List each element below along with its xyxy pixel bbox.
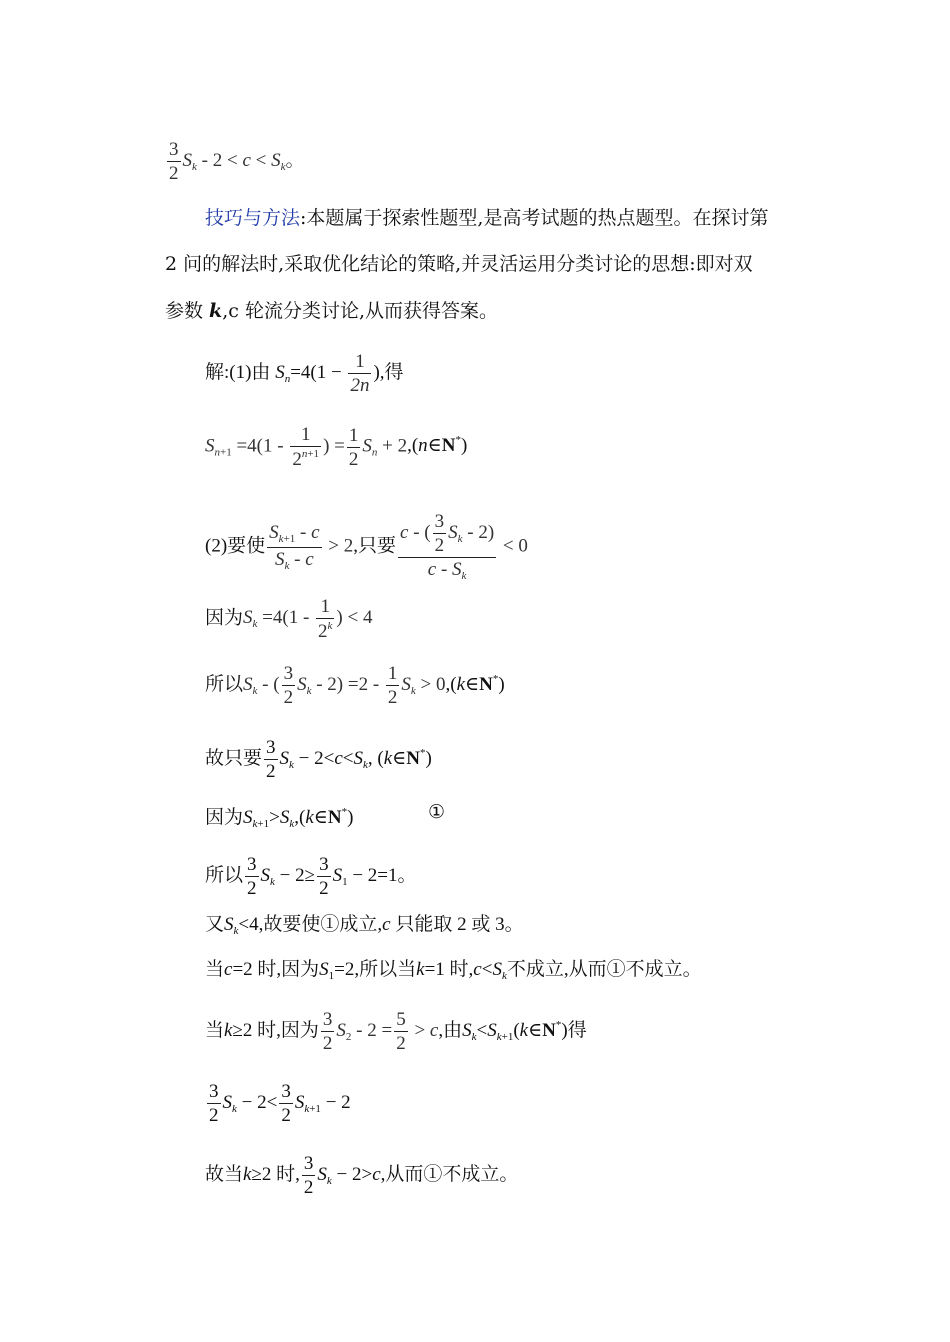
you-label: 又 xyxy=(205,914,225,935)
fraction-3-2: $\frac{3}{2}$ xyxy=(169,139,179,184)
monotonic-line: $\frac{3}{2}$ $S_k - 2<$ $\frac{3}{2}$ $S_{k+1} - 2$ xyxy=(209,1081,351,1126)
circle-number: ① xyxy=(428,801,446,823)
gu-label-1: 故只要 xyxy=(205,747,263,769)
so-line-2: 所以 $\frac{3}{2}$ $S_k - 2\ge$ $\frac{3}{2}$ $S_1 - 2=1$。 xyxy=(205,854,417,899)
dang2-c: ,由 xyxy=(438,1019,463,1041)
sentence-end: 。 xyxy=(285,149,305,171)
sol-de: ),得 xyxy=(373,361,404,383)
gu2-c: ,从而①不成立。 xyxy=(380,1163,519,1185)
dang1-c: =2,所以当 xyxy=(334,959,417,980)
recurrence-line: $S_{n+1} =4(1$ - $\frac{1}{2^{n+1}}$ ) = $\frac{1}{2}$ $S_n$ + 2,(n∈N*) xyxy=(205,424,468,470)
case-k2-line: 当k≥2 时,因为 $\frac{3}{2}$ $S_2 - 2$ = $\frac{5}{2}$ > c,由$S_k<S_{k+1}(k\in N^*)$得 xyxy=(205,1009,587,1054)
sol-label: 解:(1)由 xyxy=(205,361,276,383)
gu2-a: 故当 xyxy=(205,1163,244,1185)
tip-text-3b: k xyxy=(209,300,223,322)
circle-marker-1 xyxy=(428,800,445,824)
inequality-line-top: $\frac{3}{2}$ $S_k - 2 < c < S_k$。 xyxy=(169,139,305,184)
solution-part1: 解:(1)由 $S_n=4(1$ − $\frac{1}{2n}$ ),得 xyxy=(205,351,404,396)
dang1-b: =2 时,因为 xyxy=(232,959,320,980)
because-line-1: 因为$S_k =4(1$ - $\frac{1}{2^k}$ ) < 4 xyxy=(205,596,373,642)
because-line-2: 因为$S_{k+1}>S_k,(k\in N^*)$ xyxy=(205,806,354,830)
tip-line-1 xyxy=(205,206,768,230)
dang2-d: 得 xyxy=(567,1019,587,1041)
gu2-b: ≥2 时, xyxy=(251,1163,300,1185)
condition-fraction: c - ( $\frac{3}{2}$ $S_k - 2$) c - $S_k$ xyxy=(400,511,495,582)
solution-part2: (2)要使 $\frac{S_{k+1} - c}{S_k - c}$ > 2,只要 c - ( $\frac{3}{2}$ $S_k - 2$) c - $S_k$ < 0 xyxy=(205,511,528,582)
also-line: 又$S_k<4$,故要使①成立,c 只能取 2 或 3。 xyxy=(205,914,524,937)
dang1-e: 不成立,从而①不成立。 xyxy=(506,959,702,980)
conclusion-line: 故当k≥2 时, $\frac{3}{2}$ $S_k - 2>c$,从而①不成立。 xyxy=(205,1153,519,1198)
tip-text-3c: ,c 轮流分类讨论,从而获得答案。 xyxy=(222,300,498,322)
part2-label: (2)要使 xyxy=(205,535,266,557)
dang2-b: ≥2 时,因为 xyxy=(232,1019,319,1041)
dang1-d: =1 时, xyxy=(424,959,474,980)
dang1-a: 当 xyxy=(205,959,225,980)
therefore-line-1: 故只要 $\frac{3}{2}$ $S_k - 2<c<S_k$, (k∈N*) xyxy=(205,737,432,782)
dang2-a: 当 xyxy=(205,1019,225,1041)
tip-text-3a: 参数 xyxy=(165,300,210,322)
tip-text-1: :本题属于探索性题型,是高考试题的热点题型。在探讨第 xyxy=(300,207,769,229)
part2-mid: ,只要 xyxy=(353,535,397,557)
tip-line-2 xyxy=(165,252,753,276)
so-label-2: 所以 xyxy=(205,864,244,886)
so-line-1: 所以$S_k$ - ( $\frac{3}{2}$ $S_k - 2) =2$ - $\frac{1}{2}$ $S_k$ > 0,(k∈N*) xyxy=(205,663,505,708)
so-label-1: 所以 xyxy=(205,673,244,695)
tip-label: 技巧与方法 xyxy=(205,207,301,229)
because-label-2: 因为 xyxy=(205,807,244,828)
you-rest: ,故要使①成立, xyxy=(258,914,383,935)
you-rest2: 只能取 2 或 3。 xyxy=(390,914,524,935)
tip-text-2: 2 问的解法时,采取优化结论的策略,并灵活运用分类讨论的思想:即对双 xyxy=(165,253,753,275)
because-label-1: 因为 xyxy=(205,607,244,629)
tip-line-3 xyxy=(165,299,498,323)
ratio-fraction: $\frac{S_{k+1} - c}{S_k - c}$ xyxy=(269,521,320,572)
case-c2-line: 当c=2 时,因为$S_1=2$,所以当k=1 时$,c<S_k$不成立,从而①不成立。 xyxy=(205,959,702,982)
